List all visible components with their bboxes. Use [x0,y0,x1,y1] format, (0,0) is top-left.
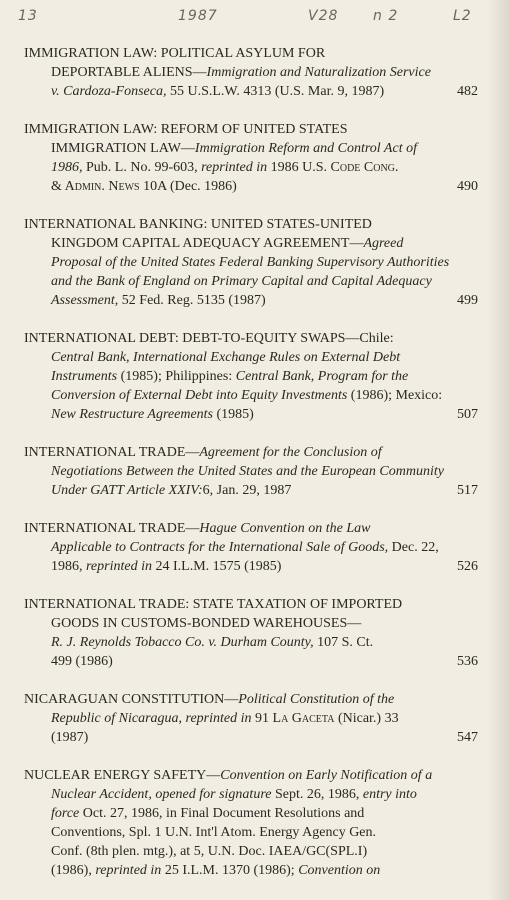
entry-line: force Oct. 27, 1986, in Final Document Resolutions and [51,806,365,821]
page-edge-shadow [488,0,510,900]
entry-line: Proposal of the United States Federal Banking Supervisory Authorities [51,255,450,270]
index-entry [24,519,478,576]
entry-line: 1986, Pub. L. No. 99-603, reprinted in 1986 U.S. Code Cong. [51,160,399,175]
index-entry [24,690,478,747]
page-number: 547 [457,730,478,745]
entry-line: Central Bank, International Exchange Rules on External Debt [51,350,401,365]
handwritten-annotation [18,8,480,32]
entry-line: Under GATT Article XXIV:6, Jan. 29, 1987 [51,483,292,498]
index-entry [24,329,478,424]
entry-line: R. J. Reynolds Tobacco Co. v. Durham County, 107 S. Ct. [51,635,374,650]
index-entry [24,215,478,310]
hw-volume: V28 [308,8,339,24]
entry-heading: INTERNATIONAL TRADE: STATE TAXATION OF IMPORTED [24,597,403,612]
entry-heading: IMMIGRATION LAW: REFORM OF UNITED STATES [24,122,348,137]
entry-heading: INTERNATIONAL TRADE—Agreement for the Conclusion of [24,445,382,460]
entry-line: Conf. (8th plen. mtg.), at 5, U.N. Doc. IAEA/GC(SPL.I) [51,844,368,859]
entry-heading: INTERNATIONAL DEBT: DEBT-TO-EQUITY SWAPS—Chile: [24,331,394,346]
index-entry [24,443,478,500]
entry-line: Negotiations Between the United States and the European Community [51,464,444,479]
entry-heading: INTERNATIONAL TRADE—Hague Convention on the Law [24,521,371,536]
entry-line: KINGDOM CAPITAL ADEQUACY AGREEMENT—Agreed [51,236,404,251]
hw-code: L2 [453,8,472,24]
hw-year: 1987 [178,8,218,24]
index-entry [24,120,478,196]
entry-heading: INTERNATIONAL BANKING: UNITED STATES-UNITED [24,217,372,232]
index-entry [24,44,478,101]
entry-line: Conventions, Spl. 1 U.N. Int'l Atom. Energy Agency Gen. [51,825,377,840]
index-entry [24,595,478,671]
entry-line: 499 (1986) [51,654,113,669]
entry-line: GOODS IN CUSTOMS-BONDED WAREHOUSES— [51,616,362,631]
entry-line: Conversion of External Debt into Equity Investments (1986); Mexico: [51,388,443,403]
entry-line: Assessment, 52 Fed. Reg. 5135 (1987) [51,293,266,308]
page-number: 517 [457,483,478,498]
entry-line: v. Cardoza-Fonseca, 55 U.S.L.W. 4313 (U.S. Mar. 9, 1987) [51,84,385,99]
page-number: 526 [457,559,478,574]
entry-line: Republic of Nicaragua, reprinted in 91 La Gaceta (Nicar.) 33 [51,711,399,726]
entry-line: 1986, reprinted in 24 I.L.M. 1575 (1985) [51,559,282,574]
entry-line: and the Bank of England on Primary Capital and Capital Adequacy [51,274,432,289]
entry-line: Applicable to Contracts for the International Sale of Goods, Dec. 22, [51,540,439,555]
page-number: 507 [457,407,478,422]
page-number: 482 [457,84,478,99]
index-entry [24,766,478,880]
entry-line: New Restructure Agreements (1985) [51,407,254,422]
page-number: 490 [457,179,478,194]
entry-line: IMMIGRATION LAW—Immigration Reform and Control Act of [51,141,417,156]
entry-line: DEPORTABLE ALIENS—Immigration and Naturalization Service [51,65,431,80]
page-number: 499 [457,293,478,308]
entry-heading: NICARAGUAN CONSTITUTION—Political Constitution of the [24,692,395,707]
hw-number: n 2 [373,8,399,24]
hw-volume-mark: 13 [18,8,38,24]
index-entries [24,44,478,899]
page-number: 536 [457,654,478,669]
entry-line: & Admin. News 10A (Dec. 1986) [51,179,237,194]
entry-line: (1987) [51,730,89,745]
entry-heading: NUCLEAR ENERGY SAFETY—Convention on Early Notification of a [24,768,433,783]
entry-heading: IMMIGRATION LAW: POLITICAL ASYLUM FOR [24,46,326,61]
entry-line: Nuclear Accident, opened for signature Sept. 26, 1986, entry into [51,787,417,802]
entry-line: Instruments (1985); Philippines: Central Bank, Program for the [51,369,409,384]
entry-line: (1986), reprinted in 25 I.L.M. 1370 (1986); Convention on [51,863,381,878]
